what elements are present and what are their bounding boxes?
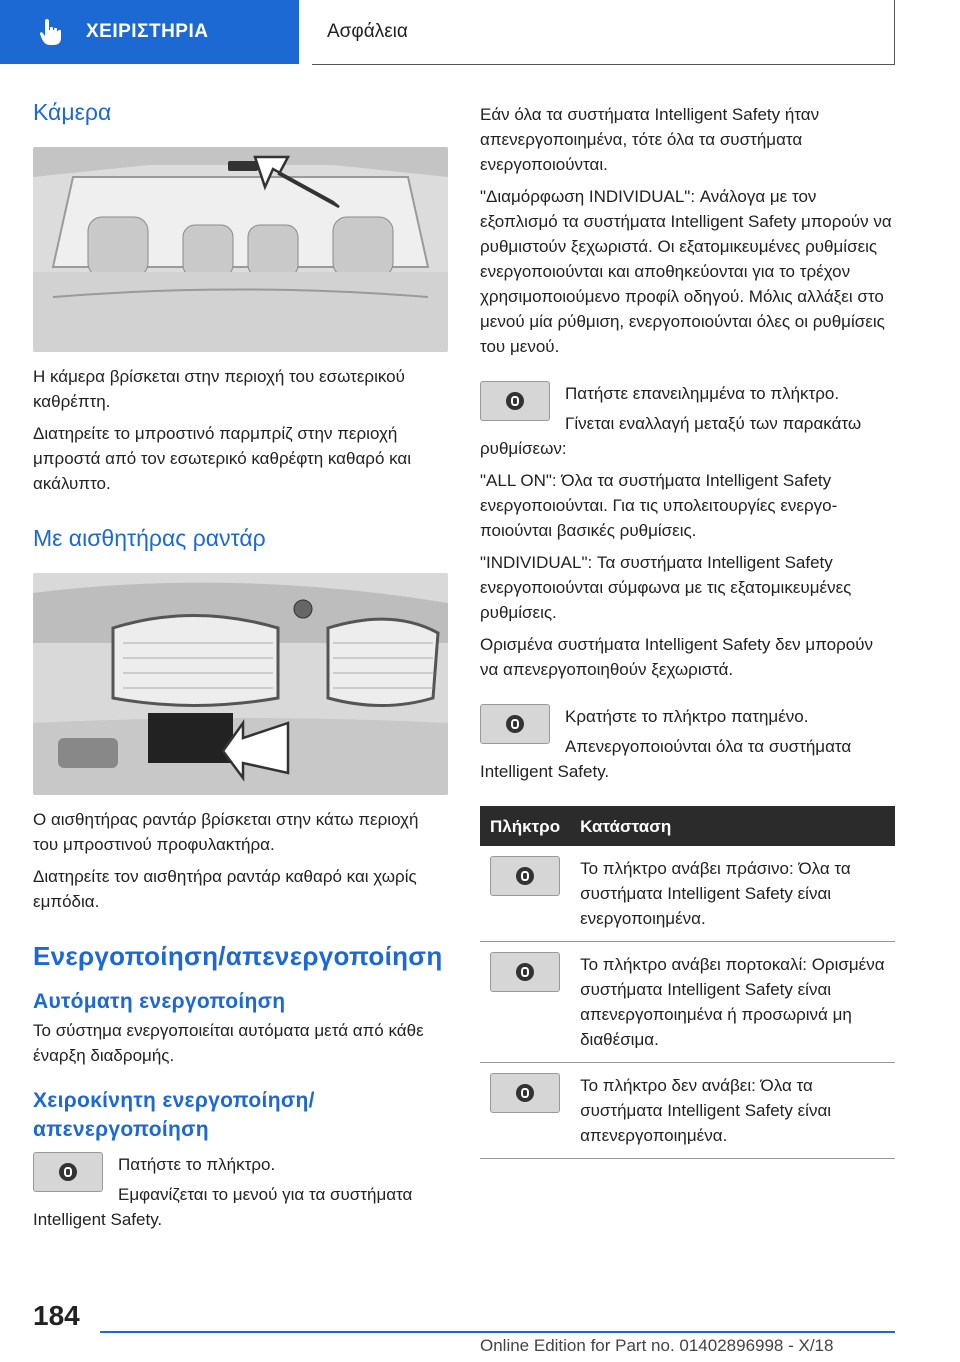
radar-paragraph-1: Ο αισθητήρας ραντάρ βρίσκεται στην κάτω περιοχή του μπροστινού προφυλακτήρα.: [33, 810, 419, 854]
right-paragraph-1: Εάν όλα τα συστήματα Intelligent Safety ήταν απενεργοποιημένα, τότε όλα τα συστήματα ενεργοποιούνται.: [480, 105, 820, 174]
hand-pointer-icon: [38, 17, 66, 47]
camera-heading: Κάμερα: [33, 99, 112, 125]
button-off-icon: [490, 1073, 560, 1113]
button-orange-icon: [490, 952, 560, 992]
radar-sensor-image: [33, 573, 448, 795]
intelligent-safety-button-icon: [33, 1152, 103, 1192]
table-cell-state: Το πλήκτρο ανάβει πράσινο: Όλα τα συστήματα Intelligent Safety είναι ενεργοποιημένα.: [570, 846, 895, 942]
press-repeat-text: Πατήστε επανειλημμένα το πλήκτρο.: [565, 384, 840, 403]
all-off-text: Απενεργοποιούνται όλα τα συστήματα Intelligent Safety.: [480, 737, 852, 781]
auto-activation-paragraph: Το σύστημα ενεργοποιείται αυτόματα μετά από κάθε έναρξη διαδρομής.: [33, 1021, 424, 1065]
camera-paragraph-1: Η κάμερα βρίσκεται στην περιοχή του εσωτερικού καθρέπτη.: [33, 367, 405, 411]
camera-paragraph-2: Διατηρείτε το μπροστινό παρμπρίζ στην περιοχή μπροστά από τον εσωτερικό καθρέφτη καθαρό και ακάλυπτο.: [33, 424, 412, 493]
individual-text: "INDIVIDUAL": Τα συστήματα Intelligent Safety ενεργοποιούνται σύμφωνα με τις εξατομικευμένες ρυθμίσεις.: [480, 553, 852, 622]
table-header-row: [480, 806, 895, 846]
manual-activation-heading: Χειροκίνητη ενεργοποίηση/ απενεργοποίηση: [33, 1089, 315, 1141]
table-row: [480, 1063, 895, 1159]
toggle-between-text: Γίνεται εναλλαγή μεταξύ των παρακάτω ρυθμίσεων:: [480, 414, 862, 458]
header-tab[interactable]: [0, 0, 299, 64]
button-status-table: [480, 806, 895, 1159]
manual-press-text: Πατήστε το πλήκτρο.: [118, 1155, 276, 1174]
auto-activation-heading: Αυτόματη ενεργοποίηση: [33, 990, 286, 1013]
table-row: [480, 942, 895, 1063]
table-header-state: Κατάσταση: [570, 806, 895, 846]
all-on-text: "ALL ON": Όλα τα συστήματα Intelligent Safety ενεργοποιούνται. Για τις υπολειτουργίες ενεργοποιούνται βασικές ρυθμίσεις.: [480, 471, 838, 540]
radar-paragraph-2: Διατηρείτε τον αισθητήρα ραντάρ καθαρό και χωρίς εμπόδια.: [33, 867, 417, 911]
table-cell-state: Το πλήκτρο δεν ανάβει: Όλα τα συστήματα Intelligent Safety είναι απενεργοποιημένα.: [570, 1063, 895, 1159]
section-title: Ασφάλεια: [327, 21, 408, 42]
footer-divider: [100, 1331, 895, 1333]
page-number: 184: [33, 1300, 80, 1331]
certain-systems-text: Ορισμένα συστήματα Intelligent Safety δεν μπορούν να απενεργοποιηθούν ξεχωριστά.: [480, 635, 874, 679]
hold-press-text: Κρατήστε το πλήκτρο πατημένο.: [565, 707, 809, 726]
table-header-key: Πλήκτρο: [480, 806, 570, 846]
section-title-box: [312, 0, 895, 65]
right-column: [480, 102, 895, 1159]
camera-interior-image: [33, 147, 448, 352]
table-cell-state: Το πλήκτρο ανάβει πορτοκαλί: Ορισμένα συστήματα Intelligent Safety είναι απενεργοποιημένα ή προσωρινά μη διαθέσιμα.: [570, 942, 895, 1063]
header-tab-label: ΧΕΙΡΙΣΤΗΡΙΑ: [86, 21, 209, 42]
table-row: [480, 846, 895, 942]
intelligent-safety-button-icon: [480, 381, 550, 421]
footer-edition: Online Edition for Part no. 01402896998 - X/18: [480, 1336, 834, 1355]
button-green-icon: [490, 856, 560, 896]
right-paragraph-2: "Διαμόρφωση INDIVIDUAL": Ανάλογα με τον εξοπλισμό τα συστήματα Intelligent Safety μπορούν να ρυθμιστούν ξεχωριστά. Οι εξατομικευμένες ρυθμίσεις ενεργοποιούνται και αποθηκεύονται για το τρέχον χρησιμοποιούμενο προφίλ οδηγού. Μόλις αλλάξει στο μενού μία ρύθμιση, ενεργοποιούνται όλες οι ρυθμίσεις του μενού.: [480, 187, 892, 356]
activation-heading: Ενεργοποίηση/απενεργοποίηση: [33, 941, 443, 971]
intelligent-safety-button-icon: [480, 704, 550, 744]
left-column: [33, 100, 448, 1239]
radar-heading: Με αισθητήρας ραντάρ: [33, 525, 266, 551]
manual-menu-text: Εμφανίζεται το μενού για τα συστήματα Intelligent Safety.: [33, 1185, 413, 1229]
